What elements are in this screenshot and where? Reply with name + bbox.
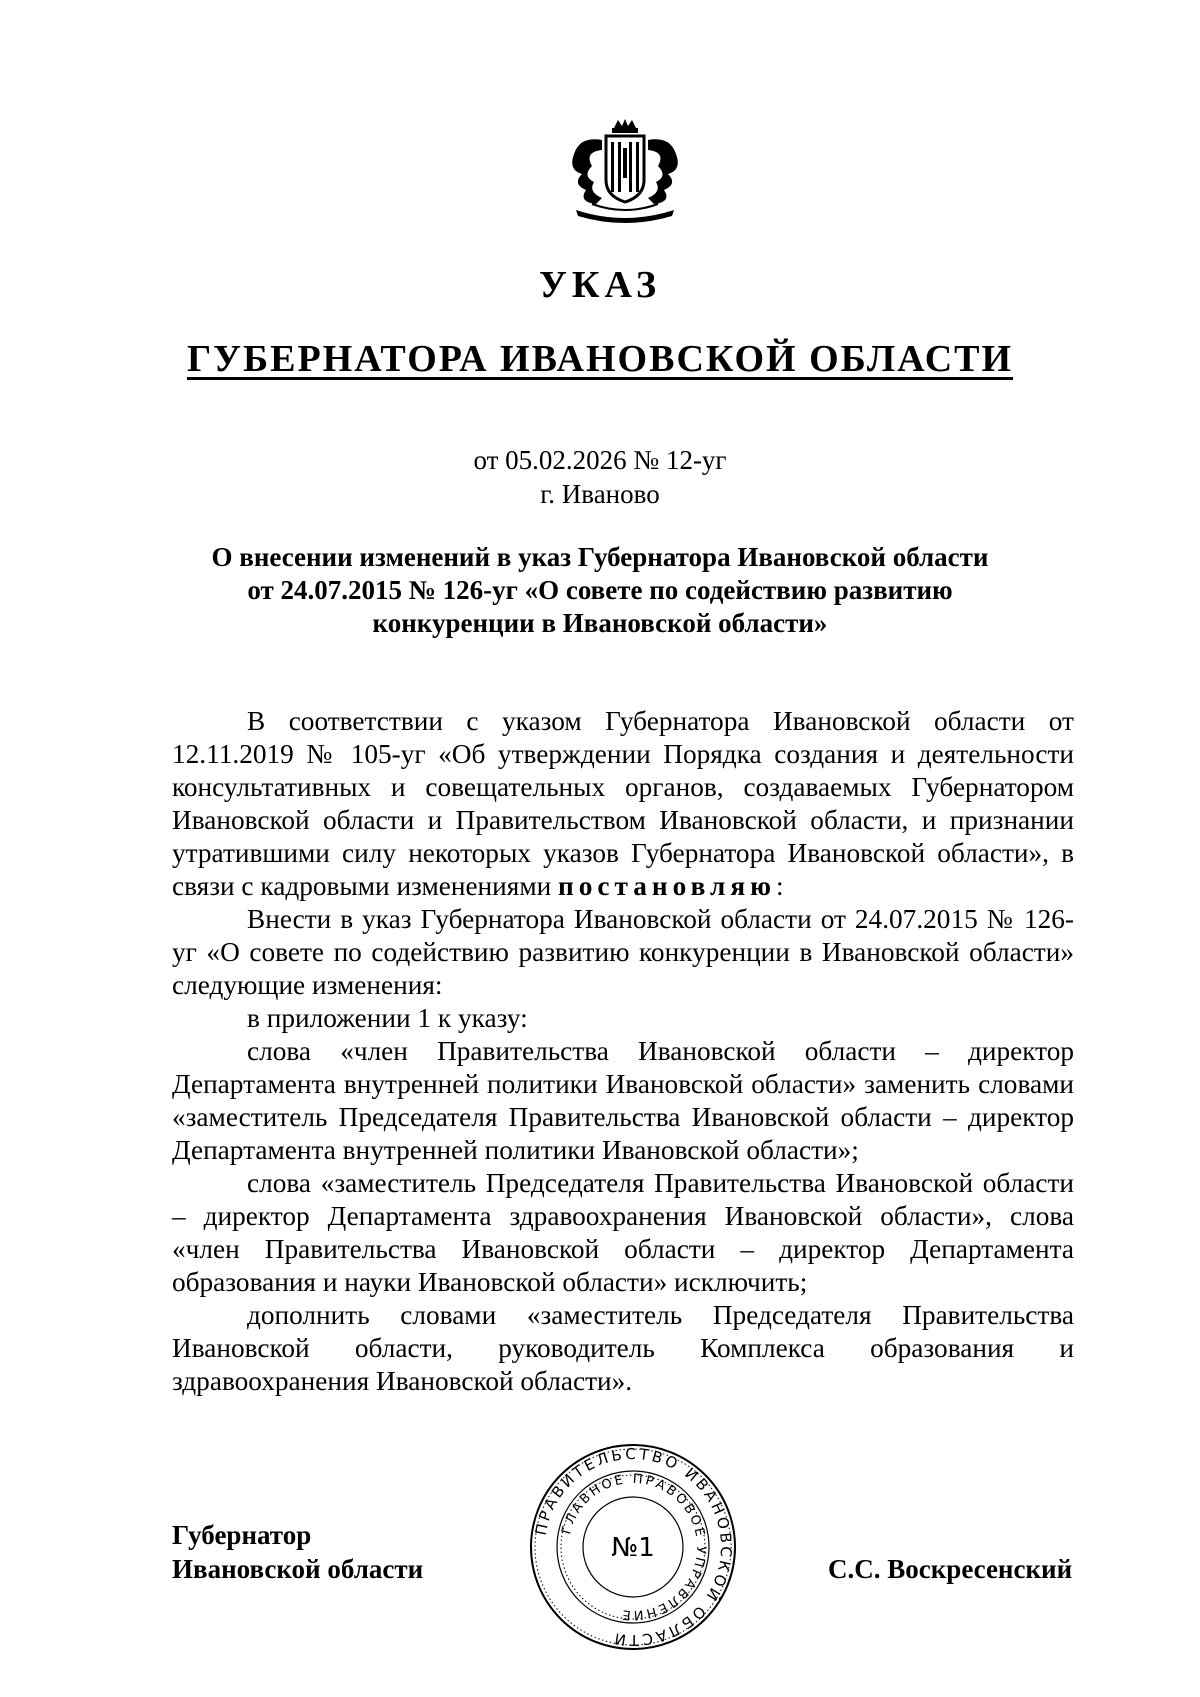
- document-city: г. Иваново: [540, 479, 660, 509]
- signature-position-line: Губернатор: [172, 1520, 312, 1550]
- paragraph: в приложении 1 к указу:: [247, 1003, 528, 1033]
- document-title: УКАЗ: [539, 264, 661, 306]
- paragraph-text: В соответствии с указом Губернатора Ивановской области от 12.11.2019 № 105-уг «Об утверждении Порядка создания и деятельности консультативных и совещательных органов, создаваемых Губернатором Ивановской области и Правительством Ивановской области, и признании утратившими силу некоторых указов Губернатора Ивановской области», в связи с кадровыми изменениями: [172, 706, 1074, 901]
- document-subtitle: [0, 336, 1200, 382]
- seal-inner-text: ГЛАВНОЕ ПРАВОВОЕ УПРАВЛЕНИЕ: [559, 1471, 709, 1623]
- seal-left-text: ПРАВИТЕЛЬСТВО: [531, 1444, 684, 1537]
- signature-name: С.С. Воскресенский: [828, 1554, 1073, 1584]
- paragraph: слова «заместитель Председателя Правительства Ивановской области – директор Департамента здравоохранения Ивановской области», слова «член Правительства Ивановской области – директор Департамента образования и науки Ивановской области» исключить;: [172, 1168, 1074, 1297]
- seal-outer-text: ИВАНОВСКОЙ ОБЛАСТИ: [610, 1464, 736, 1650]
- paragraph: слова «член Правительства Ивановской области – директор Департамента внутренней политики Ивановской области» заменить словами «заместитель Председателя Правительства Ивановской области – директор Департамента внутренней политики Ивановской области»;: [172, 1036, 1074, 1165]
- paragraph: [172, 705, 1074, 903]
- document-heading: [150, 541, 1050, 640]
- signature-position-line: Ивановской области: [172, 1554, 424, 1584]
- document-date-number: от 05.02.2026 № 12-уг: [473, 445, 727, 475]
- decree-verb: постановляю: [558, 871, 776, 901]
- heading-line: конкуренции в Ивановской области»: [372, 608, 828, 638]
- paragraph: дополнить словами «заместитель Председателя Правительства Ивановской области, руководитель Комплекса образования и здравоохранения Ивановской области».: [172, 1300, 1074, 1396]
- document-subtitle-text: ГУБЕРНАТОРА ИВАНОВСКОЙ ОБЛАСТИ: [186, 338, 1014, 380]
- heading-line: от 24.07.2015 № 126-уг «О совете по содействию развитию: [247, 575, 953, 605]
- official-seal-icon: [528, 1442, 738, 1652]
- heading-line: О внесении изменений в указ Губернатора Ивановской области: [211, 542, 989, 572]
- signature-position: [172, 1518, 423, 1586]
- coat-of-arms-icon: [562, 118, 688, 226]
- seal-number: №1: [611, 1533, 655, 1563]
- document-body: [172, 705, 1074, 1398]
- paragraph-punctuation: :: [775, 871, 784, 901]
- paragraph: Внести в указ Губернатора Ивановской области от 24.07.2015 № 126-уг «О совете по содействию развитию конкуренции в Ивановской области» следующие изменения:: [172, 904, 1074, 1000]
